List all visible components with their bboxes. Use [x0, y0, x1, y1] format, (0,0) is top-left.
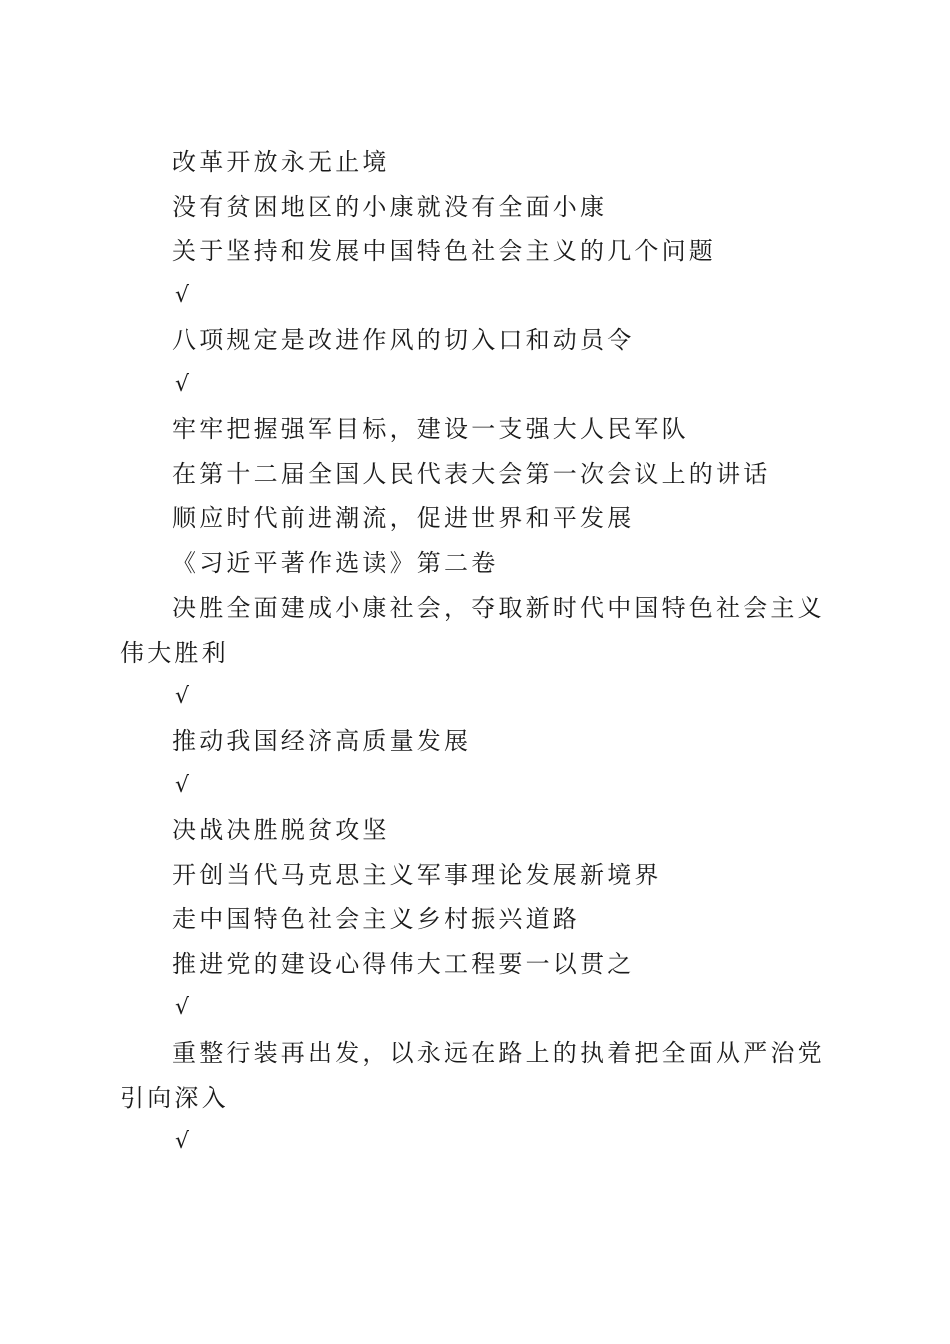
check-mark-6: √ [175, 1129, 190, 1154]
entry-6: 在第十二届全国人民代表大会第一次会议上的讲话 [172, 460, 771, 488]
check-mark-4: √ [175, 773, 190, 798]
check-mark-1: √ [175, 283, 190, 308]
entry-1: 改革开放永无止境 [172, 148, 390, 176]
entry-13: 走中国特色社会主义乡村振兴道路 [172, 905, 580, 933]
entry-10: 推动我国经济高质量发展 [172, 727, 472, 755]
entry-15: 重整行装再出发，以永远在路上的执着把全面从严治党引向深入 [120, 1039, 825, 1112]
entry-8: 《习近平著作选读》第二卷 [172, 549, 499, 577]
entry-14: 推进党的建设心得伟大工程要一以贯之 [172, 950, 635, 978]
check-mark-5: √ [175, 995, 190, 1020]
entry-7: 顺应时代前进潮流，促进世界和平发展 [172, 504, 635, 532]
check-mark-3: √ [175, 684, 190, 709]
entry-12: 开创当代马克思主义军事理论发展新境界 [172, 861, 662, 889]
check-mark-2: √ [175, 372, 190, 397]
entry-9: 决胜全面建成小康社会，夺取新时代中国特色社会主义伟大胜利 [120, 594, 825, 667]
entry-5: 牢牢把握强军目标，建设一支强大人民军队 [172, 415, 689, 443]
entry-11: 决战决胜脱贫攻坚 [172, 816, 390, 844]
entry-4: 八项规定是改进作风的切入口和动员令 [172, 326, 635, 354]
entry-2: 没有贫困地区的小康就没有全面小康 [172, 193, 608, 221]
entry-3: 关于坚持和发展中国特色社会主义的几个问题 [172, 237, 716, 265]
